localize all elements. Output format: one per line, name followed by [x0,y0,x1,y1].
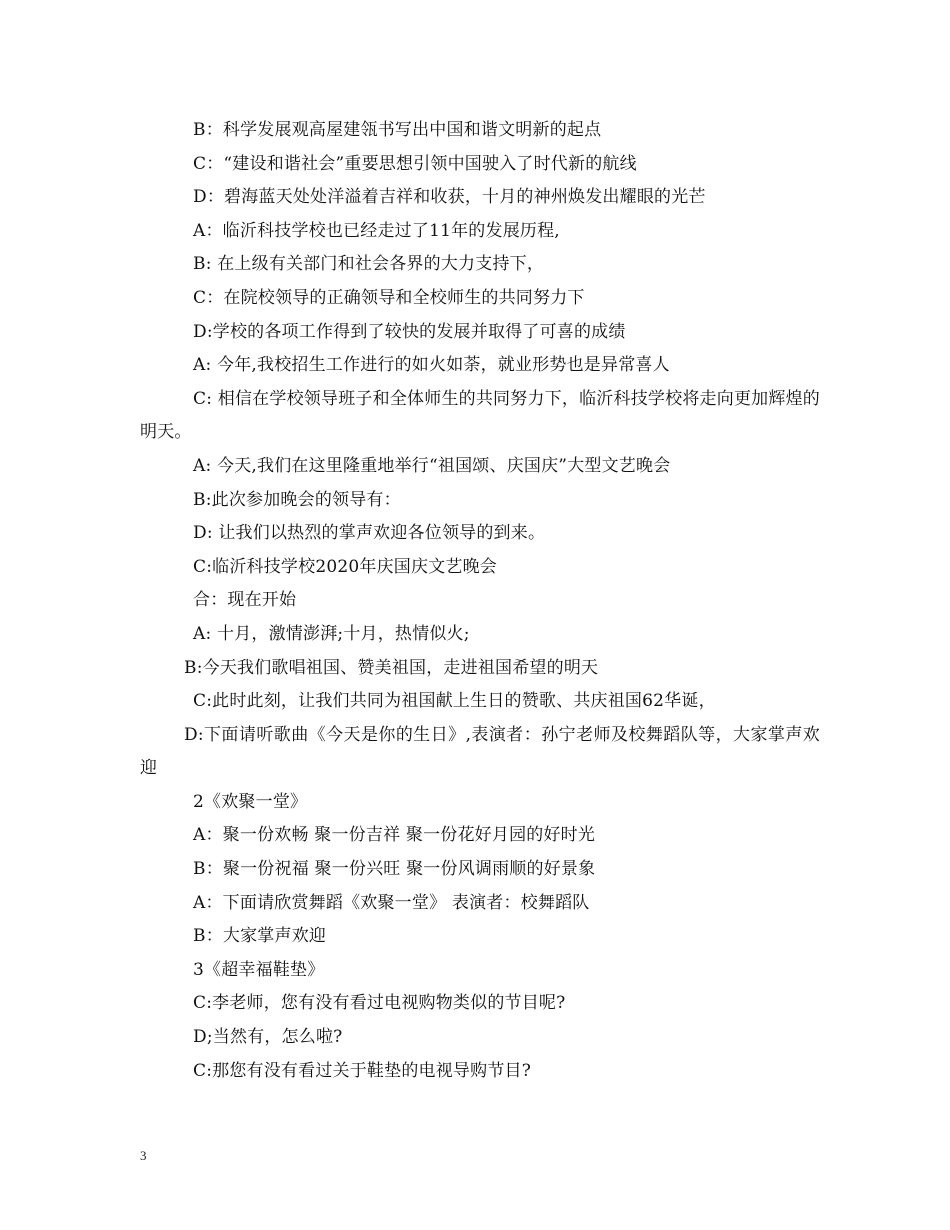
script-line: D;当然有，怎么啦? [193,1027,343,1048]
script-line: D: 让我们以热烈的掌声欢迎各位领导的到来。 [193,523,546,544]
script-line: C:此时此刻，让我们共同为祖国献上生日的赞歌、共庆祖国62华诞， [193,691,716,712]
document-body [140,114,820,1088]
script-line: A：聚一份欢畅 聚一份吉祥 聚一份花好月园的好时光 [193,825,596,846]
section-heading: 2《欢聚一堂》 [193,791,308,812]
script-paragraph: C: 相信在学校领导班子和全体师生的共同努力下，临沂科技学校将走向更加辉煌的明天。 [140,388,820,443]
section-heading: 3《超幸福鞋垫》 [193,959,325,980]
script-line: D:学校的各项工作得到了较快的发展并取得了可喜的成绩 [193,321,626,342]
script-line: C:李老师，您有没有看过电视购物类似的节目呢? [193,993,566,1014]
script-line: A: 今年,我校招生工作进行的如火如荼，就业形势也是异常喜人 [193,355,670,376]
script-line: C：在院校领导的正确领导和全校师生的共同努力下 [193,287,585,308]
script-line: B: 在上级有关部门和社会各界的大力支持下， [193,254,545,275]
script-line: B:此次参加晚会的领导有： [193,489,401,510]
script-line: B：科学发展观高屋建瓴书写出中国和谐文明新的起点 [193,120,602,140]
script-line: A: 今天,我们在这里隆重地举行“祖国颂、庆国庆”大型文艺晚会 [193,455,671,476]
page-number: 3 [140,1148,147,1163]
script-paragraph: D:下面请听歌曲《今天是你的生日》,表演者：孙宁老师及校舞蹈队等，大家掌声欢迎 [140,724,820,779]
script-line: B:今天我们歌唱祖国、赞美祖国，走进祖国希望的明天 [184,657,599,678]
script-line: B：大家掌声欢迎 [193,926,327,947]
script-line: C:那您有没有看过关于鞋垫的电视导购节目? [193,1060,532,1081]
script-line: A：下面请欣赏舞蹈《欢聚一堂》 表演者：校舞蹈队 [193,892,590,913]
script-line: 合：现在开始 [193,590,297,611]
script-line: C:临沂科技学校2020年庆国庆文艺晚会 [193,556,497,577]
script-line: A：临沂科技学校也已经走过了11年的发展历程, [193,220,560,241]
script-line: A: 十月，激情澎湃;十月，热情似火; [193,623,470,644]
script-line: C：“建设和谐社会”重要思想引领中国驶入了时代新的航线 [193,153,637,174]
script-line: D：碧海蓝天处处洋溢着吉祥和收获，十月的神州焕发出耀眼的光芒 [193,187,706,208]
script-line: B：聚一份祝福 聚一份兴旺 聚一份风调雨顺的好景象 [193,859,596,880]
